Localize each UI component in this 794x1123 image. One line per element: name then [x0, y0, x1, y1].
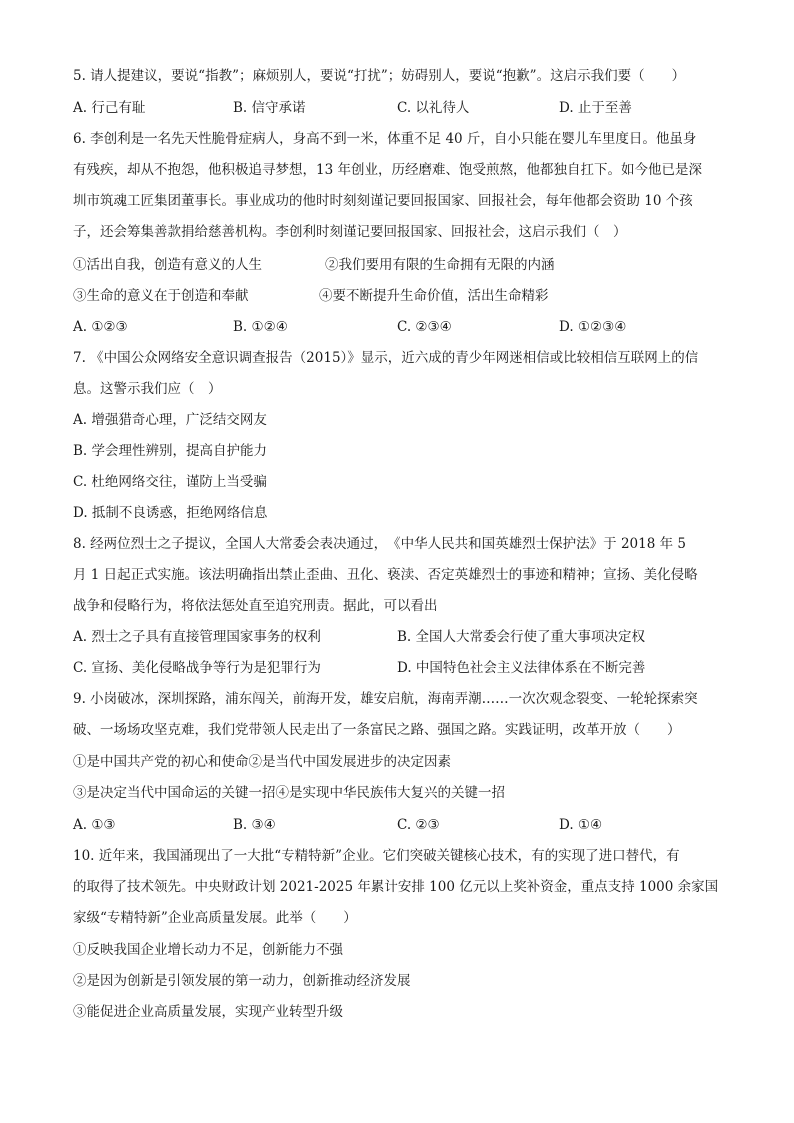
- q7-stem-line: 7. 《中国公众网络安全意识调查报告（2015）》显示，近六成的青少年网迷相信或比较相信互联网上的信: [73, 350, 699, 366]
- q6-statement-1: ①活出自我，创造有意义的人生: [73, 257, 262, 273]
- q8-option-a: A. 烈士之子具有直接管理国家事务的权利: [73, 629, 321, 645]
- q10-statement-2: ②是因为创新是引领发展的第一动力，创新推动经济发展: [73, 973, 411, 989]
- q6-stem-line: 6. 李创利是一名先天性脆骨症病人，身高不到一米，体重不足 40 斤，自小只能在婴儿车里度日。他虽身: [73, 131, 697, 147]
- q9-option-d: D. ①④: [559, 817, 603, 833]
- q5-option-d: D. 止于至善: [559, 100, 632, 116]
- q7-stem-line: 息。这警示我们应（ ）: [73, 381, 222, 397]
- q9-stem-line: 破、一场场攻坚克难，我们党带领人民走出了一条富民之路、强国之路。实践证明，改革开放（ ）: [73, 722, 681, 738]
- q9-option-c: C. ②③: [397, 817, 440, 833]
- q6-stem-line: 子，还会筹集善款捐给慈善机构。李创利时刻谨记要回报国家、回报社会，这启示我们（ ）: [73, 224, 627, 240]
- q5-option-c: C. 以礼待人: [397, 100, 470, 116]
- q6-stem-line: 圳市筑魂工匠集团董事长。事业成功的他时时刻刻谨记要回报国家、回报社会，每年他都会资助 10 个孩: [73, 193, 693, 209]
- q6-stem-line: 有残疾，却从不抱怨，他积极追寻梦想，13 年创业，历经磨难、饱受煎熬，他都独自扛下。如今他已是深: [73, 162, 702, 178]
- q8-option-d: D. 中国特色社会主义法律体系在不断完善: [397, 660, 646, 676]
- q6-option-a: A. ①②③: [73, 319, 128, 335]
- q10-stem-line: 家级“专精特新”企业高质量发展。此举（ ）: [73, 910, 357, 926]
- q7-option-c: C. 杜绝网络交往，谨防上当受骗: [73, 474, 267, 490]
- q6-statement-3: ③生命的意义在于创造和奉献: [73, 288, 249, 304]
- q5-stem: 5. 请人提建议，要说“指教”；麻烦别人，要说“打扰”；妨碍别人，要说“抱歉”。这启示我们要（ ）: [73, 68, 686, 84]
- q7-option-a: A. 增强猎奇心理，广泛结交网友: [73, 412, 267, 428]
- q6-statement-2: ②我们要用有限的生命拥有无限的内涵: [325, 257, 555, 273]
- q8-stem-line: 战争和侵略行为，将依法惩处直至追究刑责。据此，可以看出: [73, 598, 438, 614]
- q5-option-a: A. 行己有耻: [73, 100, 146, 116]
- q9-option-a: A. ①③: [73, 817, 116, 833]
- q10-statement-1: ①反映我国企业增长动力不足，创新能力不强: [73, 942, 343, 958]
- q10-statement-3: ③能促进企业高质量发展，实现产业转型升级: [73, 1004, 343, 1020]
- q7-option-b: B. 学会理性辨别，提高自护能力: [73, 443, 268, 459]
- q9-statement-3-4: ③是决定当代中国命运的关键一招④是实现中华民族伟大复兴的关键一招: [73, 785, 505, 801]
- q9-statement-1-2: ①是中国共产党的初心和使命②是当代中国发展进步的决定因素: [73, 754, 451, 770]
- q6-option-d: D. ①②③④: [559, 319, 627, 335]
- q8-stem-line: 月 1 日起正式实施。该法明确指出禁止歪曲、丑化、亵渎、否定英雄烈士的事迹和精神；宣扬、美化侵略: [73, 567, 698, 583]
- q5-option-b: B. 信守承诺: [233, 100, 306, 116]
- q6-option-c: C. ②③④: [397, 319, 452, 335]
- q8-option-c: C. 宣扬、美化侵略战争等行为是犯罪行为: [73, 660, 321, 676]
- q8-option-b: B. 全国人大常委会行使了重大事项决定权: [397, 629, 646, 645]
- q9-option-b: B. ③④: [233, 817, 276, 833]
- q7-option-d: D. 抵制不良诱惑，拒绝网络信息: [73, 505, 268, 521]
- q6-statement-4: ④要不断提升生命价值，活出生命精彩: [319, 288, 549, 304]
- q6-option-b: B. ①②④: [233, 319, 288, 335]
- q10-stem-line: 10. 近年来，我国涌现出了一大批“专精特新”企业。它们突破关键核心技术，有的实现了进口替代，有: [73, 848, 680, 864]
- q10-stem-line: 的取得了技术领先。中央财政计划 2021-2025 年累计安排 100 亿元以上奖补资金，重点支持 1000 余家国: [73, 879, 719, 895]
- q9-stem-line: 9. 小岗破冰，深圳探路，浦东闯关，前海开发，雄安启航，海南弄潮……一次次观念裂变、一轮轮探索突: [73, 691, 698, 707]
- q8-stem-line: 8. 经两位烈士之子提议，全国人大常委会表决通过， 《中华人民共和国英雄烈士保护法》于 2018 年 5: [73, 536, 686, 552]
